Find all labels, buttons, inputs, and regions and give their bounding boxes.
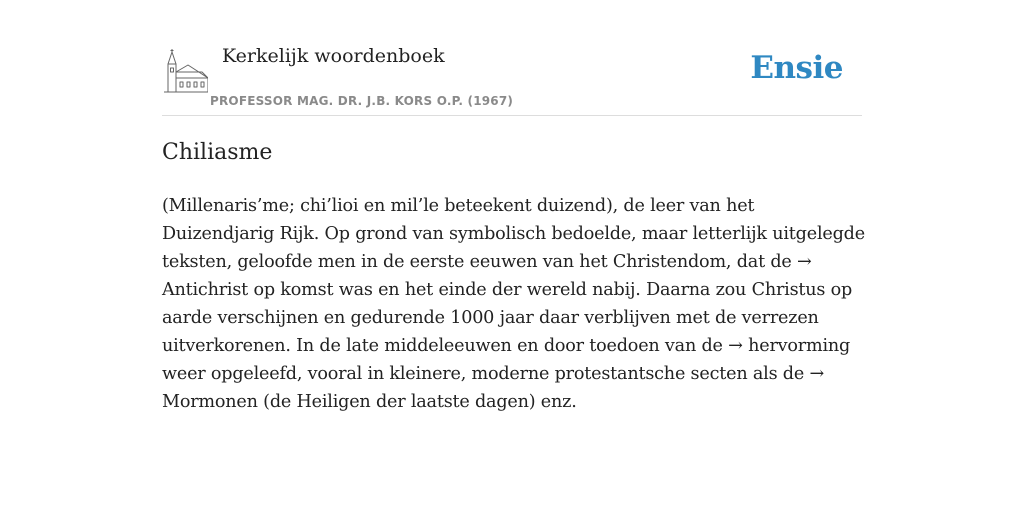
entry-title: Chiliasme [162, 140, 273, 165]
author-line: PROFESSOR MAG. DR. J.B. KORS O.P. (1967) [210, 94, 514, 108]
link-mormonen[interactable]: Mormonen [162, 392, 258, 412]
arrow-right-icon: → [809, 364, 824, 384]
header [162, 40, 862, 116]
link-hervorming[interactable]: hervorming [748, 336, 851, 356]
entry-body [162, 192, 866, 416]
entry-text: (de Heiligen der laatste dagen) enz. [257, 392, 577, 412]
book-title[interactable]: Kerkelijk woordenboek [222, 45, 445, 67]
arrow-right-icon: → [797, 252, 812, 272]
church-icon [164, 48, 208, 94]
arrow-right-icon: → [728, 336, 743, 356]
entry-text: op komst was en het einde der wereld nabij. Daarna zou Christus op aarde verschijnen en gedurende 1000 jaar daar verblijven met de verrezen uitverkorenen. In de late middeleeuwen en door toedoen van de [162, 280, 853, 356]
link-antichrist[interactable]: Antichrist [162, 280, 249, 300]
ensie-logo-link[interactable]: Ensie [750, 50, 843, 86]
entry-text: weer opgeleefd, vooral in kleinere, moderne protestantsche secten als de [162, 364, 810, 384]
entry-text: (Millenaris’me; chi’lioi en mil’le beteekent duizend), de leer van het Duizendjarig Rijk. Op grond van symbolisch bedoelde, maar letterlijk uitgelegde teksten, geloofde men in de eerste eeuwen van het Christendom, dat de [162, 196, 865, 272]
